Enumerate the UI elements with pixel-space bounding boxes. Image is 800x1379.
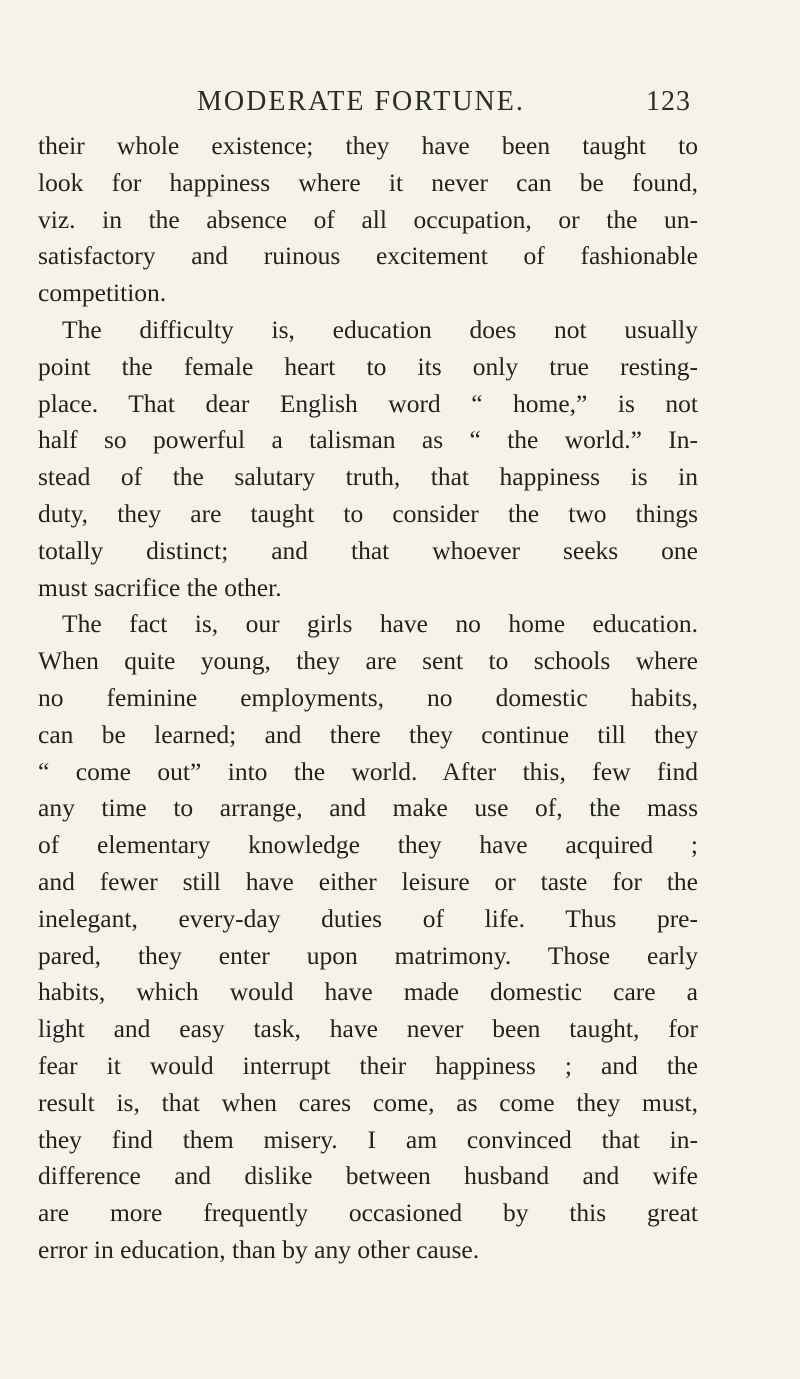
text-line: they find them misery. I am convinced that in- [38, 1124, 698, 1154]
text-line: any time to arrange, and make use of, the mass [38, 793, 698, 823]
running-head [197, 86, 691, 120]
text-line: satisfactory and ruinous excitement of fashionable [38, 241, 698, 271]
text-line: The fact is, our girls have no home education. [62, 609, 698, 639]
text-line: stead of the salutary truth, that happiness is in [38, 462, 698, 492]
text-line: half so powerful a talisman as “ the world.” In- [38, 425, 698, 455]
text-line: place. That dear English word “ home,” is not [38, 388, 698, 418]
text-line: can be learned; and there they continue till they [38, 719, 698, 749]
text-line: duty, they are taught to consider the two things [38, 498, 698, 528]
text-line: difference and dislike between husband and wife [38, 1161, 698, 1191]
text-line: The difficulty is, education does not usually [62, 314, 698, 344]
text-line: pared, they enter upon matrimony. Those early [38, 940, 698, 970]
text-line: inelegant, every-day duties of life. Thus pre- [38, 903, 698, 933]
text-line: habits, which would have made domestic care a [38, 977, 698, 1007]
text-line: When quite young, they are sent to schools where [38, 646, 698, 676]
text-line: point the female heart to its only true resting- [38, 351, 698, 381]
text-line: of elementary knowledge they have acquired ; [38, 830, 698, 860]
text-line: and fewer still have either leisure or taste for the [38, 866, 698, 896]
text-line: look for happiness where it never can be found, [38, 167, 698, 197]
running-title: MODERATE FORTUNE. [197, 86, 525, 117]
text-line: totally distinct; and that whoever seeks one [38, 535, 698, 565]
text-line: are more frequently occasioned by this great [38, 1198, 698, 1228]
text-line: fear it would interrupt their happiness ; and the [38, 1050, 698, 1080]
body-text [38, 128, 698, 1269]
text-line: their whole existence; they have been taught to [38, 131, 698, 160]
text-line: result is, that when cares come, as come they must, [38, 1087, 698, 1117]
text-line: “ come out” into the world. After this, few find [38, 756, 698, 786]
text-line: light and easy task, have never been taught, for [38, 1014, 698, 1044]
text-line: error in education, than by any other cause. [38, 1234, 480, 1264]
text-line: competition. [38, 278, 167, 308]
text-line: no feminine employments, no domestic habits, [38, 682, 698, 712]
text-line: viz. in the absence of all occupation, or the un- [38, 204, 698, 234]
text-line: must sacrifice the other. [38, 572, 282, 602]
page-number: 123 [646, 86, 691, 117]
